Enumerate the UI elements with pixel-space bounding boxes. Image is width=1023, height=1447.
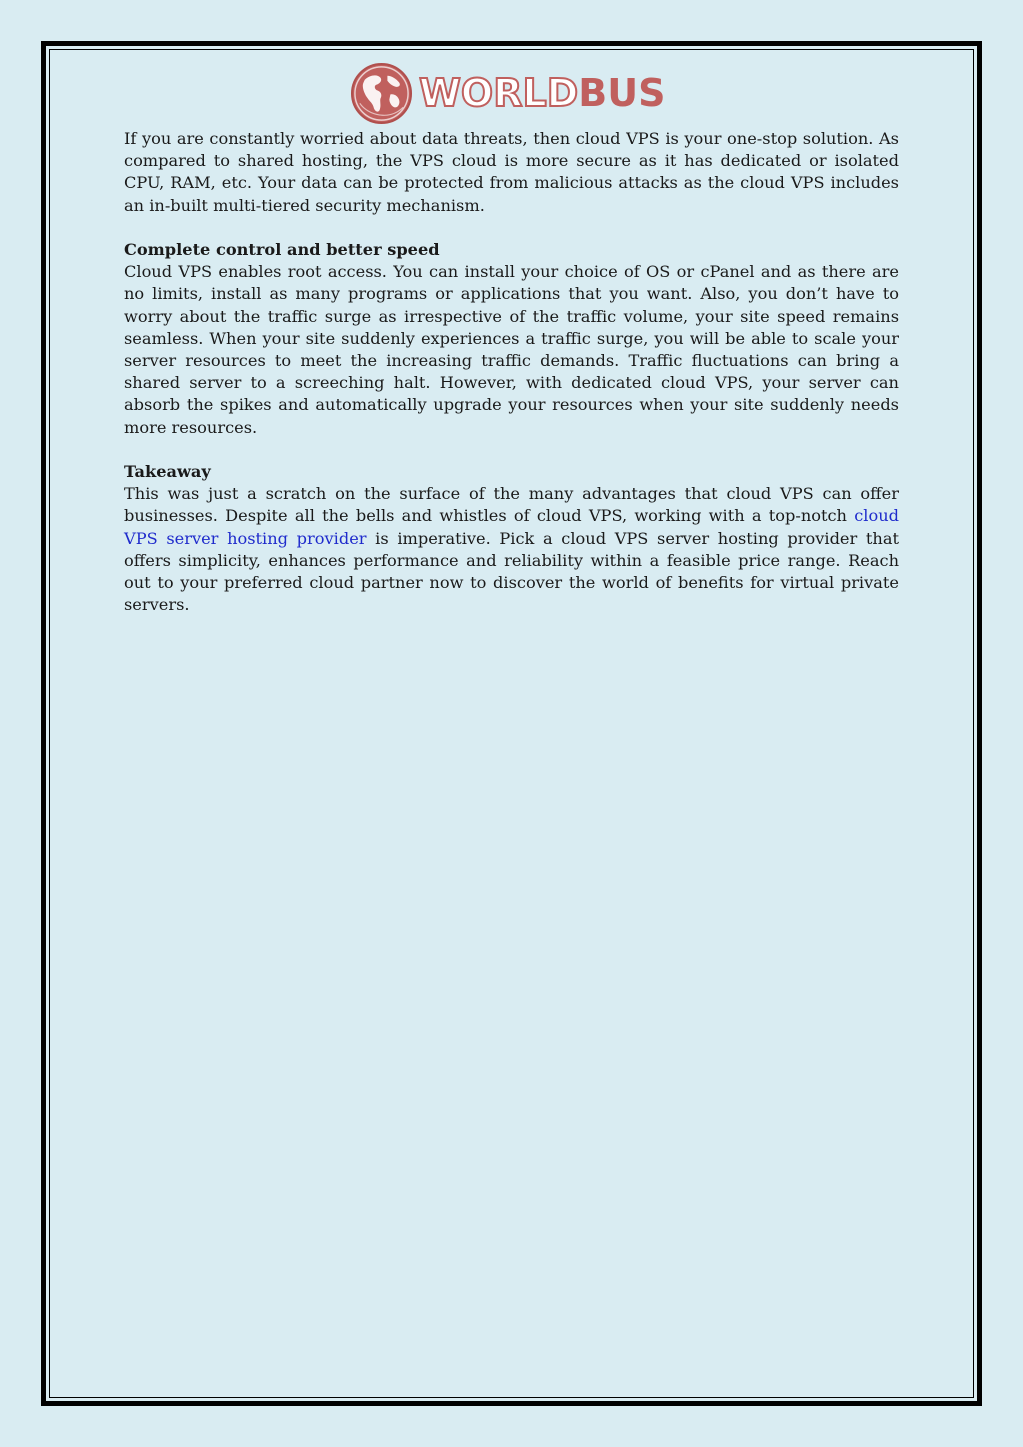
globe-icon (350, 62, 413, 125)
section-body-takeaway (124, 483, 899, 616)
section-heading-takeaway: Takeaway (124, 462, 211, 482)
logo-wordmark (419, 71, 666, 115)
section-heading-control: Complete control and better speed (124, 240, 440, 259)
logo-text-world: WORLD (419, 71, 579, 115)
intro-paragraph: If you are constantly worried about data threats, then cloud VPS is your one-stop solution. As compared to shared hosting, the VPS cloud is more secure as it has dedicated or isolated CPU, RAM, etc. Your data can be protected from malicious attacks as the cloud VPS includes an in-built multi-tiered security mechanism. (124, 129, 899, 215)
article-body (124, 128, 899, 639)
worldbus-logo (350, 61, 665, 125)
takeaway-text-after-link: is imperative. Pick a cloud VPS server hosting provider that offers simplicity, enhances performance and reliability within a feasible price range. Reach out to your preferred cloud partner now to discover the world of benefits for virtual private servers. (124, 528, 899, 615)
logo-text-bus: BUS (578, 71, 666, 115)
section-body-control: Cloud VPS enables root access. You can install your choice of OS or cPanel and as there are no limits, install as many programs or applications that you want. Also, you don’t have to worry about the traffic surge as irrespective of the traffic volume, your site speed remains seamless. When your site suddenly experiences a traffic surge, you will be able to scale your server resources to meet the increasing traffic demands. Traffic fluctuations can bring a shared server to a screeching halt. However, with dedicated cloud VPS, your server can absorb the spikes and automatically upgrade your resources when your site suddenly needs more resources. (124, 262, 899, 437)
takeaway-text-before-link: This was just a scratch on the surface of the many advantages that cloud VPS can offer businesses. Despite all the bells and whistles of cloud VPS, working with a top-notch (124, 484, 899, 526)
cloud-vps-hosting-link[interactable]: cloud VPS server hosting provider (124, 506, 899, 548)
